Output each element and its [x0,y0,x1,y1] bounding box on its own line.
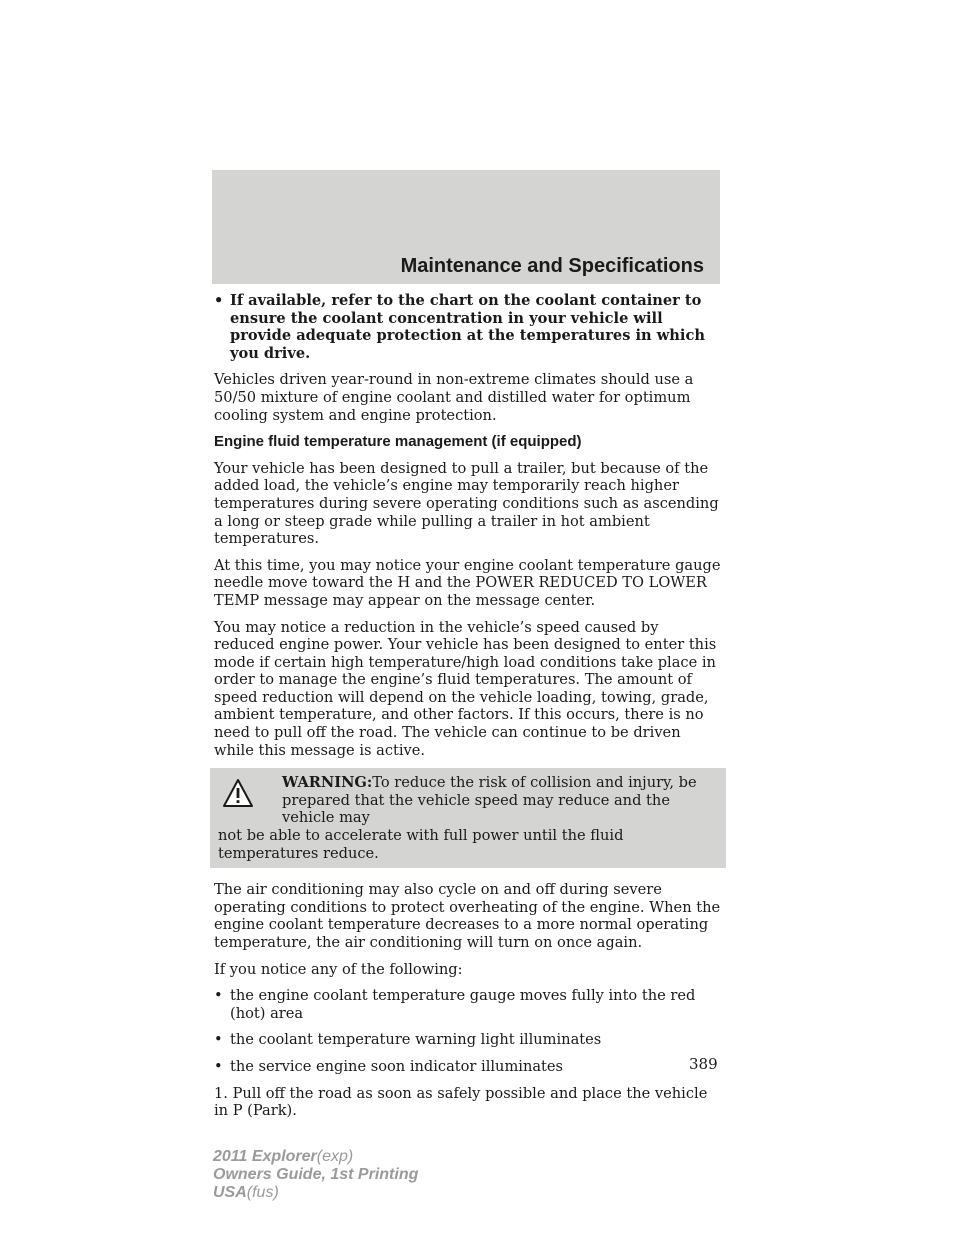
warning-line-2: prepared that the vehicle speed may reduce and the vehicle may [282,791,670,827]
footer-model-code: (exp) [316,1148,354,1165]
list-item-text: the engine coolant temperature gauge moves fully into the red (hot) area [230,987,696,1022]
bullet-icon: • [214,987,223,1005]
list-item [214,987,722,1022]
paragraph-air-conditioning: The air conditioning may also cycle on and off during severe operating conditions to protect overheating of the engine. When the engine coolant temperature decreases to a more normal operating temperature, the air conditioning will turn on once again. [214,881,721,951]
footer-model: 2011 Explorer [213,1148,317,1165]
bullet-icon: • [214,1057,223,1075]
paragraph-trailer: Your vehicle has been designed to pull a trailer, but because of the added load, the vehicle’s engine may temporarily reach higher temperatures during severe operating conditions such as ascending a long or steep grade while pulling a trailer in hot ambient temperatures. [214,459,719,548]
intro-bullet-text: If available, refer to the chart on the coolant container to ensure the coolant concentration in your vehicle will provide adequate protection at the temperatures in which you drive. [230,292,705,362]
warning-line1-text: To reduce the risk of collision and injury, be [372,774,697,792]
footer-region-code: (fus) [246,1184,279,1201]
list-item [214,1058,722,1076]
footer-line-3 [213,1184,418,1202]
section-title: Maintenance and Specifications [400,255,704,277]
list-item-text: the service engine soon indicator illuminates [230,1057,564,1075]
warning-rest: not be able to accelerate with full power until the fluid temperatures reduce. [218,827,624,862]
paragraph-gauge: At this time, you may notice your engine coolant temperature gauge needle move toward the H and the POWER REDUCED TO LOWER TEMP message may appear on the message center. [214,556,721,609]
footer-region: USA [213,1184,247,1201]
bullet-icon: • [214,1031,223,1049]
step-1: 1. Pull off the road as soon as safely possible and place the vehicle in P (Park). [214,1084,708,1120]
paragraph-coolant-mixture: Vehicles driven year-round in non-extreme climates should use a 50/50 mixture of engine coolant and distilled water for optimum cooling system and engine protection. [214,371,694,424]
warning-label: WARNING: [282,774,373,792]
warning-box [210,768,726,868]
intro-bullet [214,292,722,362]
paragraph-speed-reduction: You may notice a reduction in the vehicle’s speed caused by reduced engine power. Your vehicle has been designed to enter this mode if certain high temperature/high load conditions take place in order to manage the engine’s fluid temperatures. The amount of speed reduction will depend on the vehicle loading, towing, grade, ambient temperature, and other factors. If this occurs, there is no need to pull off the road. The vehicle can continue to be driven while this message is active. [214,618,717,759]
warning-triangle-icon [222,778,254,808]
footer-line-1 [213,1148,418,1166]
warning-line-1 [218,774,718,792]
paragraph-notice: If you notice any of the following: [214,960,463,978]
page-number: 389 [689,1055,718,1073]
bullet-icon: • [214,292,224,309]
page-body [214,292,722,1129]
section-heading: Engine fluid temperature management (if equipped) [214,433,582,451]
list-item-text: the coolant temperature warning light illuminates [230,1031,602,1049]
footer [213,1148,418,1202]
footer-guide: Owners Guide, 1st Printing [213,1166,419,1183]
list-item [214,1031,722,1049]
section-header-band [212,170,720,284]
